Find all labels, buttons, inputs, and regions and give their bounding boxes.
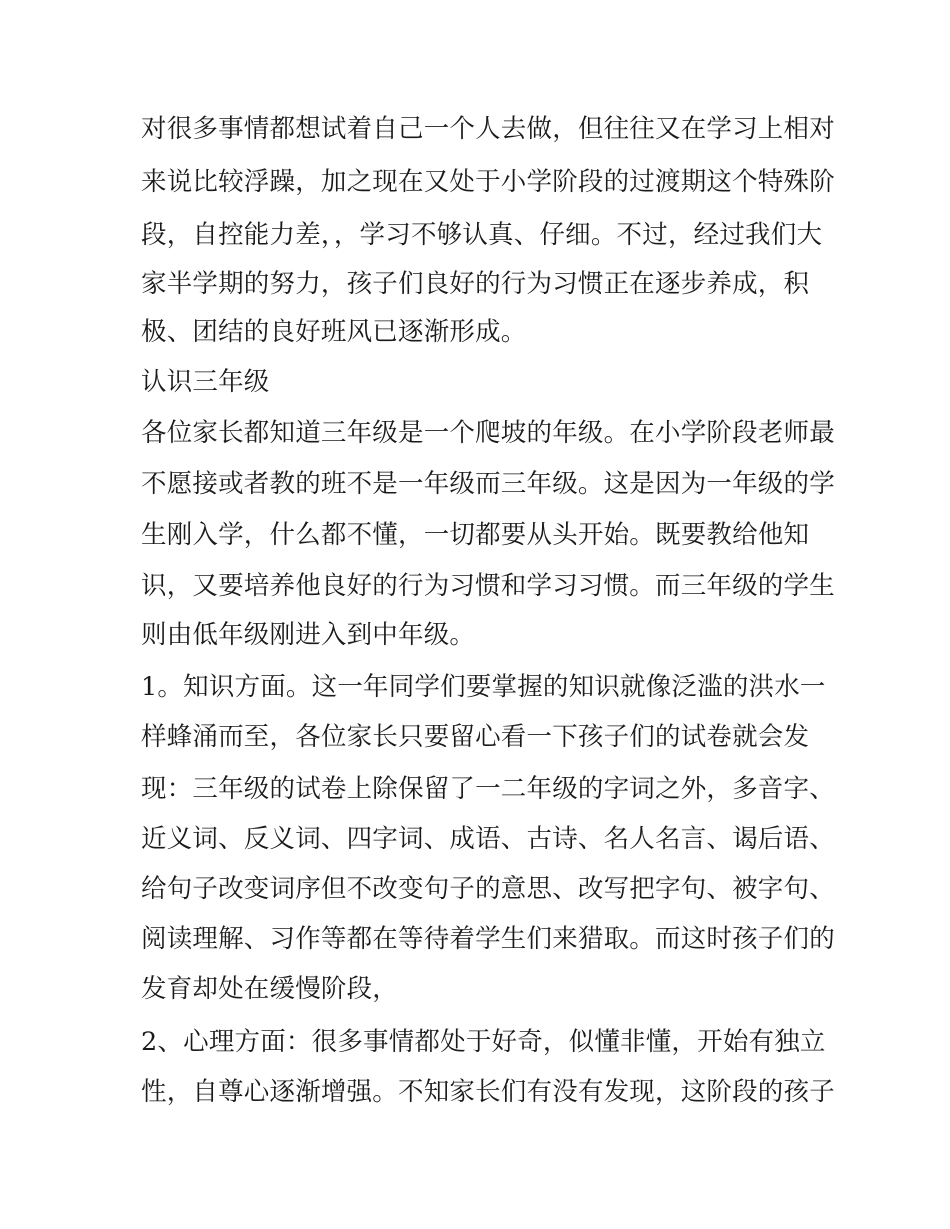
text-line: 发育却处在缓慢阶段， — [141, 974, 399, 1004]
text-line: 各位家长都知道三年级是一个爬坡的年级。在小学阶段老师最 — [141, 418, 835, 448]
text-line: 则由低年级刚进入到中年级。 — [141, 620, 476, 650]
text-line: 生刚入学，什么都不懂，一切都要从头开始。既要教给他知 — [141, 520, 810, 550]
text-line: 段，自控能力差，，学习不够认真、仔细。不过，经过我们大 — [141, 220, 823, 250]
text-line: 阅读理解、习作等都在等待着学生们来猎取。而这时孩子们的 — [141, 924, 835, 954]
section-heading: 认识三年级 — [141, 367, 270, 397]
text-line: 近义词、反义词、四字词、成语、古诗、名人名言、谒后语、 — [141, 824, 835, 854]
text-line: 识，又要培养他良好的行为习惯和学习习惯。而三年级的学生 — [141, 571, 835, 601]
text-line: 样蜂涌而至，各位家长只要留心看一下孩子们的试卷就会发 — [141, 722, 810, 752]
text-line: 现：三年级的试卷上除保留了一二年级的字词之外，多音字、 — [141, 774, 835, 804]
text-line: 极、团结的良好班风已逐渐形成。 — [141, 317, 527, 347]
text-line: 1。知识方面。这一年同学们要掌握的知识就像泛滥的洪水一 — [141, 672, 826, 702]
text-line: 2、心理方面：很多事情都处于好奇，似懂非懂，开始有独立 — [141, 1027, 826, 1057]
text-line: 性，自尊心逐渐增强。不知家长们有没有发现，这阶段的孩子 — [141, 1077, 835, 1107]
text-line: 不愿接或者教的班不是一年级而三年级。这是因为一年级的学 — [141, 469, 835, 499]
text-line: 给句子改变词序但不改变句子的意思、改写把字句、被字句、 — [141, 874, 835, 904]
text-line: 家半学期的努力，孩子们良好的行为习惯正在逐步养成，积 — [141, 269, 810, 299]
text-line: 来说比较浮躁，加之现在又处于小学阶段的过渡期这个特殊阶 — [141, 167, 835, 197]
text-line: 对很多事情都想试着自己一个人去做，但往往又在学习上相对 — [141, 114, 835, 144]
